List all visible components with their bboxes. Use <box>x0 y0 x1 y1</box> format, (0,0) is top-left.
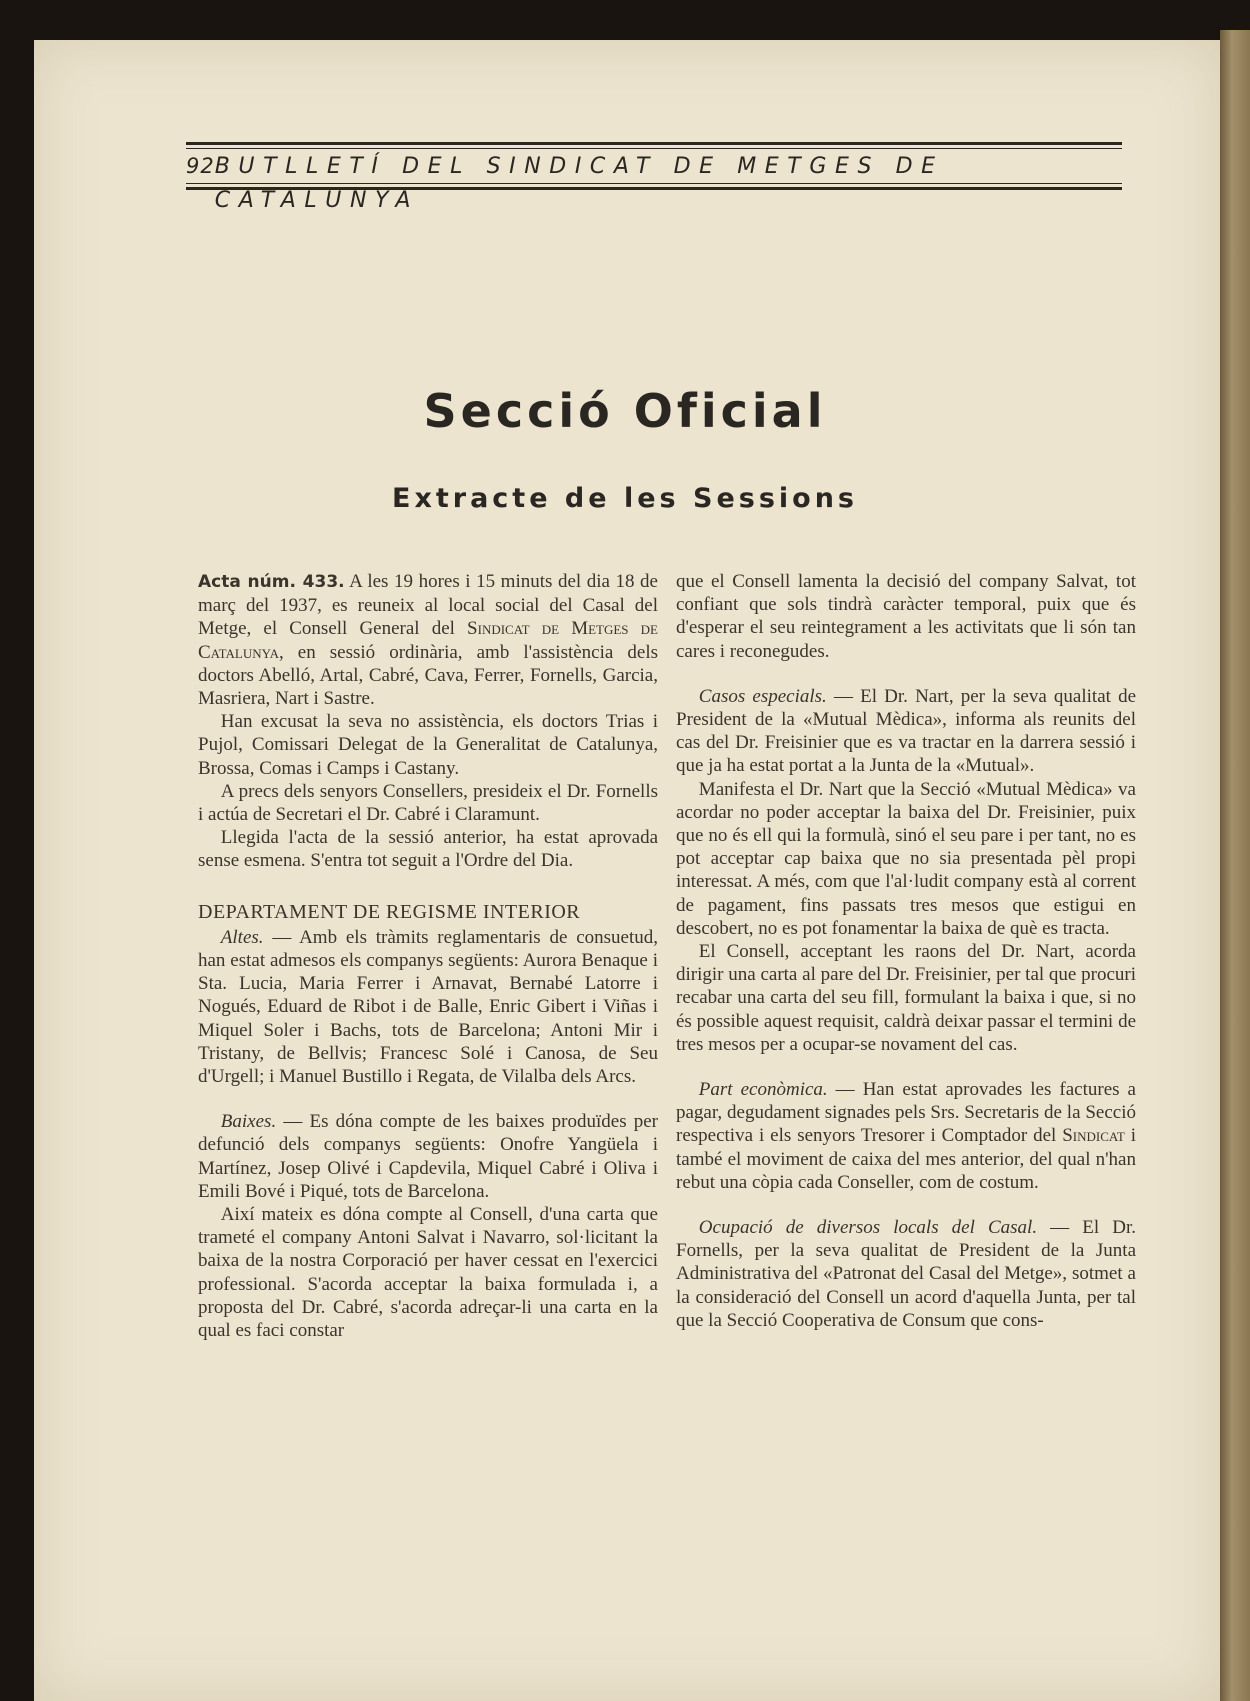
paragraph-presideix: A precs dels senyors Consellers, presideix el Dr. Fornells i actúa de Secretari el Dr. Cabré i Claramunt. <box>198 780 658 826</box>
part-label: Part econòmica. <box>698 1079 828 1101</box>
paragraph-baixes <box>198 1110 658 1203</box>
sindicat-name: Sindicat de Metges de Catalunya <box>198 618 658 663</box>
paragraph-acta-anterior: Llegida l'acta de la sessió anterior, ha estat aprovada sense esmena. S'entra tot seguit a l'Ordre del Dia. <box>198 827 658 872</box>
section-title: Secció Oficial <box>423 384 827 438</box>
paragraph-altes <box>198 926 658 1088</box>
right-column <box>676 570 1136 1332</box>
paragraph-consell: El Consell, acceptant les raons del Dr. Nart, acorda dirigir una carta al pare del Dr. Freisinier, per tal que procuri recabar una carta del seu fill, formulant la baixa i que, si no és possible aquest requisit, caldrà deixar passar el termini de tres mesos per a ocupar-se novament del cas. <box>676 941 1136 1055</box>
paragraph-acta <box>198 570 658 710</box>
paragraph-manifesta: Manifesta el Dr. Nart que la Secció «Mutual Mèdica» va acordar no poder acceptar la baixa del Dr. Freisinier, puix que no és ell qui la formulà, sinó el seu pare i per tant, no es pot acceptar cap baixa que no sia presentada pèl propi interessat. A més, com que l'al·ludit company està al corrent de pagament, fins passats tres mesos que estigui en descobert, no es pot fonamentar la baixa de què es tracta. <box>676 778 1136 939</box>
journal-title: BUTLLETÍ DEL SINDICAT DE METGES DE CATALUNYA <box>214 154 944 213</box>
running-header <box>186 142 1122 213</box>
baixes-label: Baixes. <box>220 1111 277 1133</box>
ocupacio-text: — El Dr. Fornells, per la seva qualitat de President de la Junta Administrativa del «Patronat del Casal del Metge», sotmet a la consideració del Consell un acord d'aquella Junta, per tal que la Secció Cooperativa de Consum que cons- <box>676 1217 1136 1331</box>
paragraph-ocupacio <box>676 1216 1136 1332</box>
ocupacio-label: Ocupació de diversos locals del Casal. <box>698 1217 1038 1239</box>
paragraph-aixi: Així mateix es dóna compte al Consell, d'una carta que trameté el company Antoni Salvat i Navarro, sol·licitant la baixa de la nostra Corporació per haver cessat en l'exercici professional. S'acorda acceptar la baixa formulada i, a proposta del Dr. Cabré, s'acorda adreçar-li una carta en la qual es faci constar <box>198 1204 658 1342</box>
section-subtitle: Extracte de les Sessions <box>392 483 858 514</box>
altes-text: — Amb els tràmits reglamentaris de consuetud, han estat admesos els companys següents: Aurora Benaque i Sta. Lucia, Maria Ferrer i Arnavat, Bernabé Latorre i Nogués, Eduard de Ribot i de Balle, Enric Gibert i Viñas i Miquel Soler i Bachs, tots de Barcelona; Antoni Mir i Tristany, de Bellvis; Francesc Solé i Canosa, de Seu d'Urgell; i Manuel Bustillo i Regata, de Vilalba dels Arcs. <box>198 926 658 1088</box>
paragraph-continuation: que el Consell lamenta la decisió del company Salvat, tot confiant que sols tindrà caràcter temporal, puix que és d'esperar el seu reintegrament a les activitats que li són tan cares i reconegudes. <box>676 571 1136 662</box>
part-text-a: — Han estat aprovades les factures a pagar, degudament signades pels Srs. Secretaris de la Secció respectiva i els senyors Tresorer i Comptador del <box>676 1079 1136 1147</box>
paragraph-part-economica <box>676 1078 1136 1194</box>
acta-text: A les 19 hores i 15 minuts del dia 18 de març del 1937, es reuneix al local social del Casal del Metge, el Consell General del <box>198 571 658 640</box>
section-heading-regisme-interior: DEPARTAMENT DE REGISME INTERIOR <box>198 900 581 923</box>
baixes-text: — Es dóna compte de les baixes produïdes per defunció dels companys següents: Onofre Yangüela i Martínez, Josep Olivé i Capdevila, Miquel Cabré i Oliva i Emili Bové i Piqué, tots de Barcelona. <box>198 1111 658 1202</box>
paragraph-excusat: Han excusat la seva no assistència, els doctors Trias i Pujol, Comissari Delegat de la Generalitat de Catalunya, Brossa, Comas i Camps i Castany. <box>198 711 658 779</box>
header-rule-top-thick <box>186 142 1122 145</box>
casos-text: — El Dr. Nart, per la seva qualitat de President de la «Mutual Mèdica», informa als reunits del cas del Dr. Freisinier que es va tractar en la darrera sessió i que ja ha estat portat a la Junta de la «Mutual». <box>676 685 1136 777</box>
casos-label: Casos especials. <box>698 685 827 707</box>
header-line <box>186 149 1122 213</box>
acta-text-end: , en sessió ordinària, amb l'assistència dels doctors Abelló, Artal, Cabré, Cava, Ferrer, Fornells, Garcia, Masriera, Nart i Sastre. <box>198 641 658 710</box>
acta-label: Acta núm. 433. <box>198 572 345 592</box>
left-column <box>198 570 658 1342</box>
sindicat-name-2: Sindicat <box>1062 1125 1125 1147</box>
paragraph-casos-especials <box>676 685 1136 778</box>
part-text-b: i també el moviment de caixa del mes anterior, del qual n'han rebut una còpia cada Conseller, com de costum. <box>676 1125 1137 1193</box>
page-number: 92 <box>186 154 215 178</box>
page-edge <box>1220 30 1250 1701</box>
altes-label: Altes. <box>220 926 264 948</box>
